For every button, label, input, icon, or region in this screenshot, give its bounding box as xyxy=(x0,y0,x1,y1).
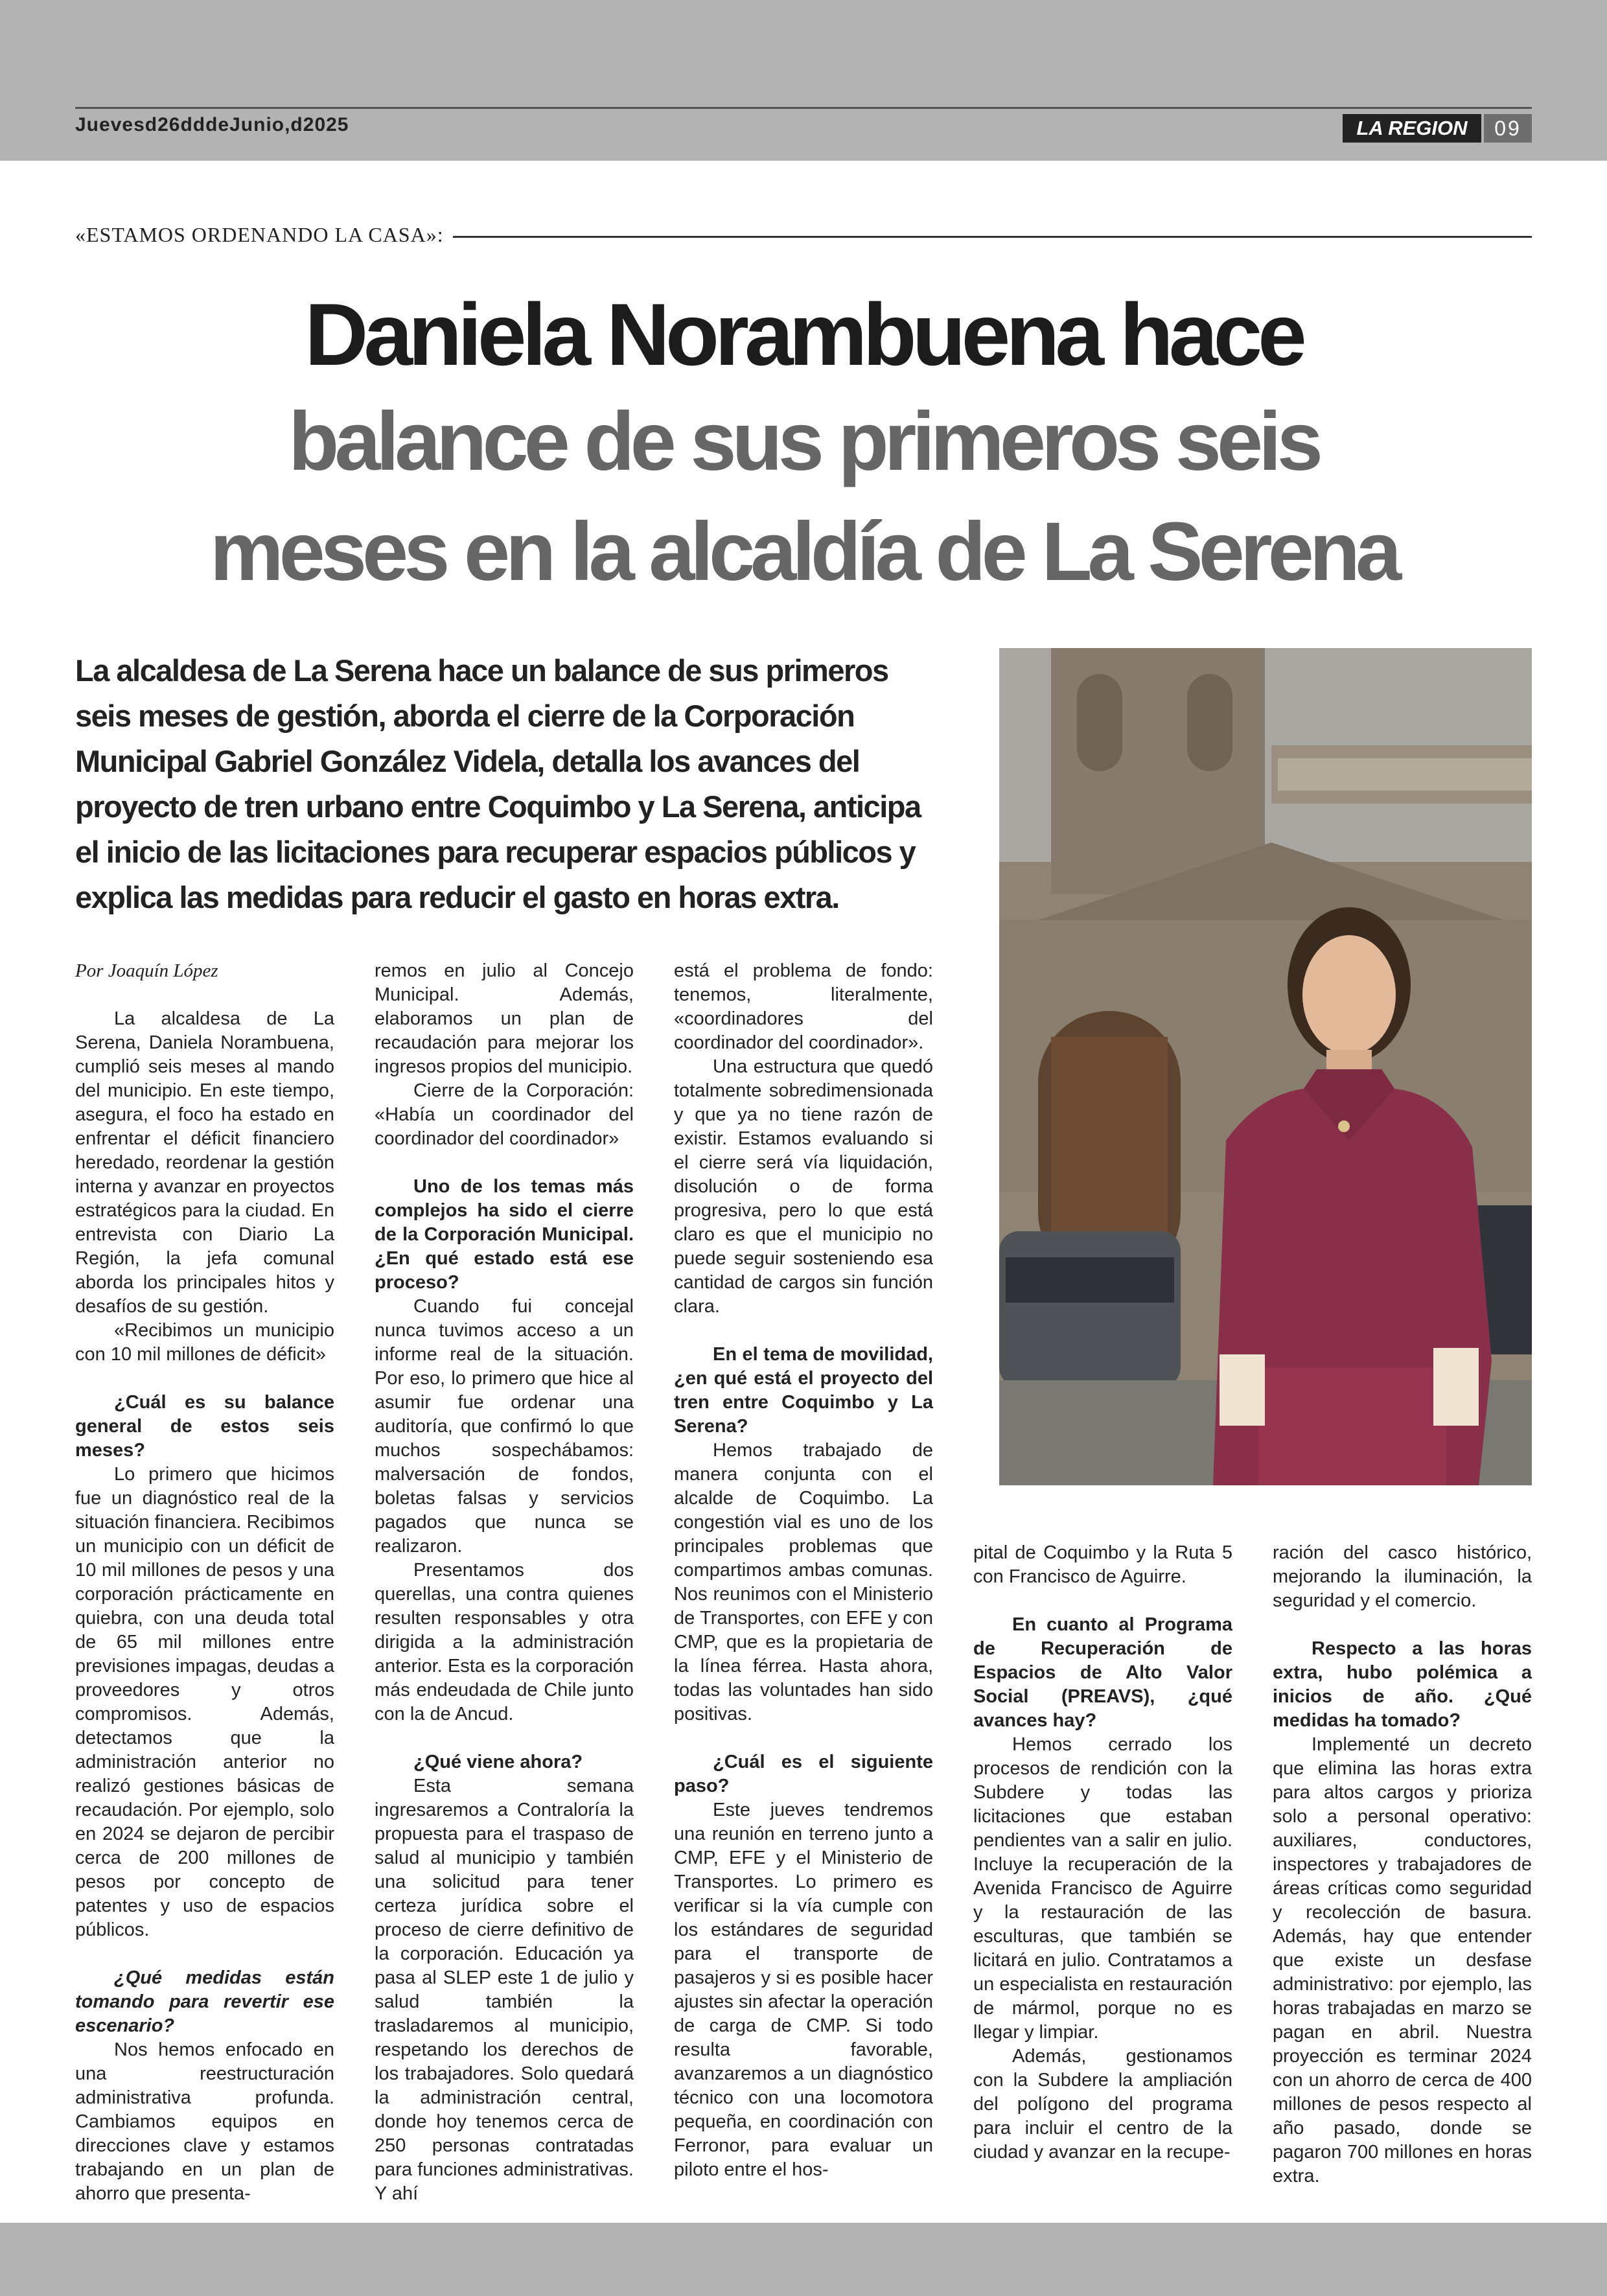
subheading: «Recibimos un municipio con 10 mil millones de déficit» xyxy=(75,1320,334,1365)
interview-answer: Esta semana ingresaremos a Contraloría la propuesta para el traspaso de salud al municipio y también una solicitud para tener certeza jurídica sobre el proceso de cierre definitivo de la corporación. Educación ya pasa al SLEP este 1 de julio y salud también la trasladaremos al municipio, respetando los derechos de los trabajadores. Solo quedará la administración central, donde hoy tenemos cerca de 250 personas contratadas para funciones administrativas. Y ahí xyxy=(375,1776,634,2204)
article-column-2 xyxy=(375,959,634,2206)
photo-mayor-cathedral xyxy=(999,648,1532,1485)
headline-line-3: meses en la alcaldía de La Serena xyxy=(209,505,1398,598)
article-column-4 xyxy=(973,1541,1232,2164)
lead-paragraph: La alcaldesa de La Serena hace un balance de sus primeros seis meses de gestión, aborda el cierre de la Corporación Municipal Gabriel González Videla, detalla los avances del proyecto de tren urbano entre Coquimbo y La Serena, anticipa el inicio de las licitaciones para recuperar espacios públicos y explica las medidas para reducir el gasto en horas extra. xyxy=(75,653,921,914)
paragraph: La alcaldesa de La Serena, Daniela Norambuena, cumplió seis meses al mando del municipio. En este tiempo, asegura, el foco ha estado en enfrentar el déficit financiero heredado, reordenar la gestión interna y avanzar en proyectos estratégicos para la ciudad. En entrevista con Diario La Región, la jefa comunal aborda los principales hitos y desafíos de su gestión. xyxy=(75,1008,334,1317)
interview-answer: Además, gestionamos con la Subdere la ampliación del polígono del programa para incluir el centro de la ciudad y avanzar en la recupe- xyxy=(973,2046,1232,2163)
interview-answer: Una estructura que quedó totalmente sobredimensionada y que ya no tiene razón de existir. Estamos evaluando si el cierre será vía liquidación, disolución o de forma progresiva, pero lo que está claro es que el municipio no puede seguir sosteniendo esa cantidad de cargos sin función clara. xyxy=(674,1056,933,1317)
interview-question: ¿Qué medidas están tomando para revertir ese escenario? xyxy=(75,1967,334,2036)
headline-line-2: balance de sus primeros seis xyxy=(288,395,1319,488)
interview-answer: Cuando fui concejal nunca tuvimos acceso a un informe real de la situación. Por eso, lo primero que hice al asumir fue ordenar una auditoría, que confirmó lo que muchos sospechábamos: malversación de fondos, boletas falsas y servicios pagados que nunca se realizaron. xyxy=(375,1296,634,1557)
interview-answer: Hemos trabajado de manera conjunta con el alcalde de Coquimbo. La congestión vial es uno de los principales problemas que compartimos ambas comunas. Nos reunimos con el Ministerio de Transportes, con EFE y con CMP, que es la propietaria de la línea férrea. Hasta ahora, todas las voluntades han sido positivas. xyxy=(674,1440,933,1724)
interview-answer: Presentamos dos querellas, una contra quienes resulten responsables y otra dirigida a la administración anterior. Esta es la corporación más endeudada de Chile junto con la de Ancud. xyxy=(375,1560,634,1724)
headline-line-1: Daniela Norambuena hace xyxy=(305,285,1302,384)
interview-answer: Lo primero que hicimos fue un diagnóstico real de la situación financiera. Recibimos un municipio con un déficit de 10 mil millones de pesos y una corporación prácticamente en quiebra, con una deuda total de 65 mil millones entre previsiones impagas, deudas a proveedores y otros compromisos. Además, detectamos que la administración anterior no realizó gestiones básicas de recaudación. Por ejemplo, solo en 2024 se dejaron de percibir cerca de 200 millones de pesos por concepto de patentes y uso de espacios públicos. xyxy=(75,1464,334,1940)
interview-answer: Hemos cerrado los procesos de rendición con la Subdere y todas las licitaciones que estaban pendientes van a salir en julio. Incluye la recuperación de la Avenida Francisco de Aguirre y la restauración de las esculturas, que también se licitará en julio. Contratamos a un especialista en restauración de mármol, porque no es llegar y limpiar. xyxy=(973,1734,1232,2043)
interview-question: En cuanto al Programa de Recuperación de Espacios de Alto Valor Social (PREAVS), ¿qué avances hay? xyxy=(973,1614,1232,1731)
interview-answer: Implementé un decreto que elimina las horas extra para altos cargos y prioriza solo a personal operativo: auxiliares, conductores, inspectores y trabajadores de áreas críticas como seguridad y recolección de basura. Además, hay que entender que existe un desfase administrativo: por ejemplo, las horas trabajadas en marzo se pagan en abril. Nuestra proyección es terminar 2024 con un ahorro de cerca de 400 millones de pesos respecto al año pasado, donde se pagaron 700 millones en horas extra. xyxy=(1273,1734,1532,2186)
paragraph: remos en julio al Concejo Municipal. Además, elaboramos un plan de recaudación para mejorar los ingresos propios del municipio. xyxy=(375,960,634,1077)
kicker-row xyxy=(75,220,1532,249)
byline: Por Joaquín López xyxy=(75,960,218,981)
interview-question: Respecto a las horas extra, hubo polémica a inicios de año. ¿Qué medidas ha tomado? xyxy=(1273,1638,1532,1731)
article-column-3 xyxy=(674,959,933,2182)
paragraph: ración del casco histórico, mejorando la iluminación, la seguridad y el comercio. xyxy=(1273,1542,1532,1611)
photo-illustration xyxy=(999,648,1532,1485)
interview-question: Uno de los temas más complejos ha sido el cierre de la Corporación Municipal. ¿En qué estado está ese proceso? xyxy=(375,1176,634,1293)
kicker-rule xyxy=(453,236,1532,238)
subheading: Cierre de la Corporación: «Había un coordinador del coordinador del coordinador» xyxy=(375,1080,634,1149)
page-number: 09 xyxy=(1484,114,1532,143)
interview-question: ¿Qué viene ahora? xyxy=(413,1752,583,1772)
article-column-5 xyxy=(1273,1541,1532,2188)
interview-answer: Nos hemos enfocado en una reestructuración administrativa profunda. Cambiamos equipos en direcciones clave y estamos trabajando en un plan de ahorro que presenta- xyxy=(75,2039,334,2204)
interview-question: ¿Cuál es el siguiente paso? xyxy=(674,1752,933,1796)
paragraph: pital de Coquimbo y la Ruta 5 con Francisco de Aguirre. xyxy=(973,1542,1232,1587)
article-column-1 xyxy=(75,959,334,2206)
interview-question: ¿Cuál es su balance general de estos seis meses? xyxy=(75,1392,334,1461)
paragraph: está el problema de fondo: tenemos, literalmente, «coordinadores del coordinador del coordinador». xyxy=(674,960,933,1053)
issue-date: Juevesd26dddeJunio,d2025 xyxy=(75,114,349,135)
interview-answer: Este jueves tendremos una reunión en terreno junto a CMP, EFE y el Ministerio de Transportes. Lo primero es verificar si la vía cumple con los estándares de seguridad para el transporte de pasajeros y si es posible hacer ajustes sin afectar la operación de carga de CMP. Si todo resulta favorable, avanzaremos a un diagnóstico técnico con una locomotora pequeña, en coordinación con Ferronor, para evaluar un piloto entre el hos- xyxy=(674,1800,933,2180)
kicker: «ESTAMOS ORDENANDO LA CASA»: xyxy=(75,222,444,246)
newspaper-logo: LA REGION xyxy=(1343,114,1481,143)
header-rule xyxy=(75,107,1532,109)
bottom-band xyxy=(0,2223,1607,2296)
interview-question: En el tema de movilidad, ¿en qué está el proyecto del tren entre Coquimbo y La Serena? xyxy=(674,1344,933,1437)
